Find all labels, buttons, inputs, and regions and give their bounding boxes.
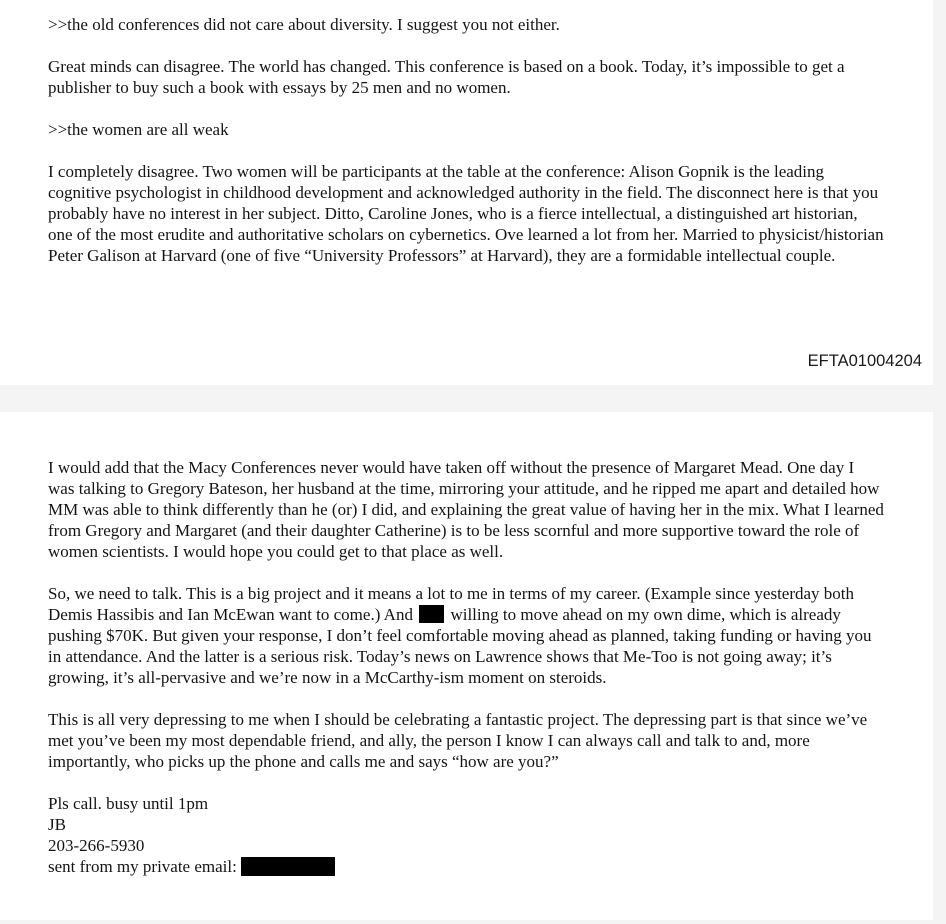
signature-line-email (48, 856, 884, 877)
paragraph-great-minds: Great minds can disagree. The world has changed. This conference is based on a book. Today, it’s impossible to get a publisher to buy such a book with essays by 25 men and no women. (48, 57, 845, 97)
page-1-content (0, 0, 933, 266)
signature-line-call: Pls call. busy until 1pm (48, 794, 209, 813)
document-page-1 (0, 0, 933, 385)
paragraph-completely-disagree: I completely disagree. Two women will be participants at the table at the conference: Alison Gopnik is the leading cognitive psychologist in childhood development and acknowledged authority in the field. The disconnect here is that you probably have no interest in her subject. Ditto, Caroline Jones, who is a fierce intellectual, a distinguished art historian, one of the most erudite and authoritative scholars on cybernetics. Ove learned a lot from her. Married to physicist/historian Peter Galison at Harvard (one of five “University Professors” at Harvard), they are a formidable intellectual couple. (48, 162, 884, 265)
quoted-line-1: >>the old conferences did not care about diversity. I suggest you not either. (48, 15, 560, 34)
email-redaction-box (241, 857, 335, 876)
signature-line-initials: JB (48, 815, 66, 834)
document-page-2 (0, 412, 933, 920)
paragraph-text-after-redaction: willing to move ahead on my own dime, which is already pushing $70K. But given your response, I don’t feel comfortable moving ahead as planned, taking funding or having you in attendance. And the latter is a serious risk. Today’s news on Lawrence shows that Me-Too is not going away; it’s growing, it’s all-pervasive and we’re now in a McCarthy-ism moment on steroids. (48, 605, 872, 687)
quoted-line-2: >>the women are all weak (48, 120, 229, 139)
page-separator (0, 385, 946, 412)
paragraph-text-before-redaction: So, we need to talk. This is a big project and it means a lot to me in terms of my career. (Example since yesterday both Demis Hassibis and Ian McEwan want to come.) And (48, 584, 855, 624)
paragraph-depressing: This is all very depressing to me when I should be celebrating a fantastic project. The depressing part is that since we’ve met you’ve been my most dependable friend, and ally, the person I know I can always call and talk to and, more importantly, who picks up the phone and calls me and says “how are you?” (48, 710, 868, 771)
signature-block (48, 793, 884, 877)
page-2-content (0, 412, 933, 877)
redaction-box (419, 605, 444, 623)
email-label: sent from my private email: (48, 857, 237, 876)
paragraph-we-need-to-talk (48, 583, 884, 688)
bates-number: EFTA01004204 (807, 352, 922, 370)
signature-line-phone: 203-266-5930 (48, 836, 145, 855)
paragraph-macy-conferences: I would add that the Macy Conferences never would have taken off without the presence of Margaret Mead. One day I was talking to Gregory Bateson, her husband at the time, mirroring your attitude, and he ripped me apart and detailed how MM was able to think differently than he (or) I did, and explaining the great value of having her in the mix. What I learned from Gregory and Margaret (and their daughter Catherine) is to be less scornful and more supportive toward the role of women scientists. I would hope you could get to that place as well. (48, 458, 884, 561)
